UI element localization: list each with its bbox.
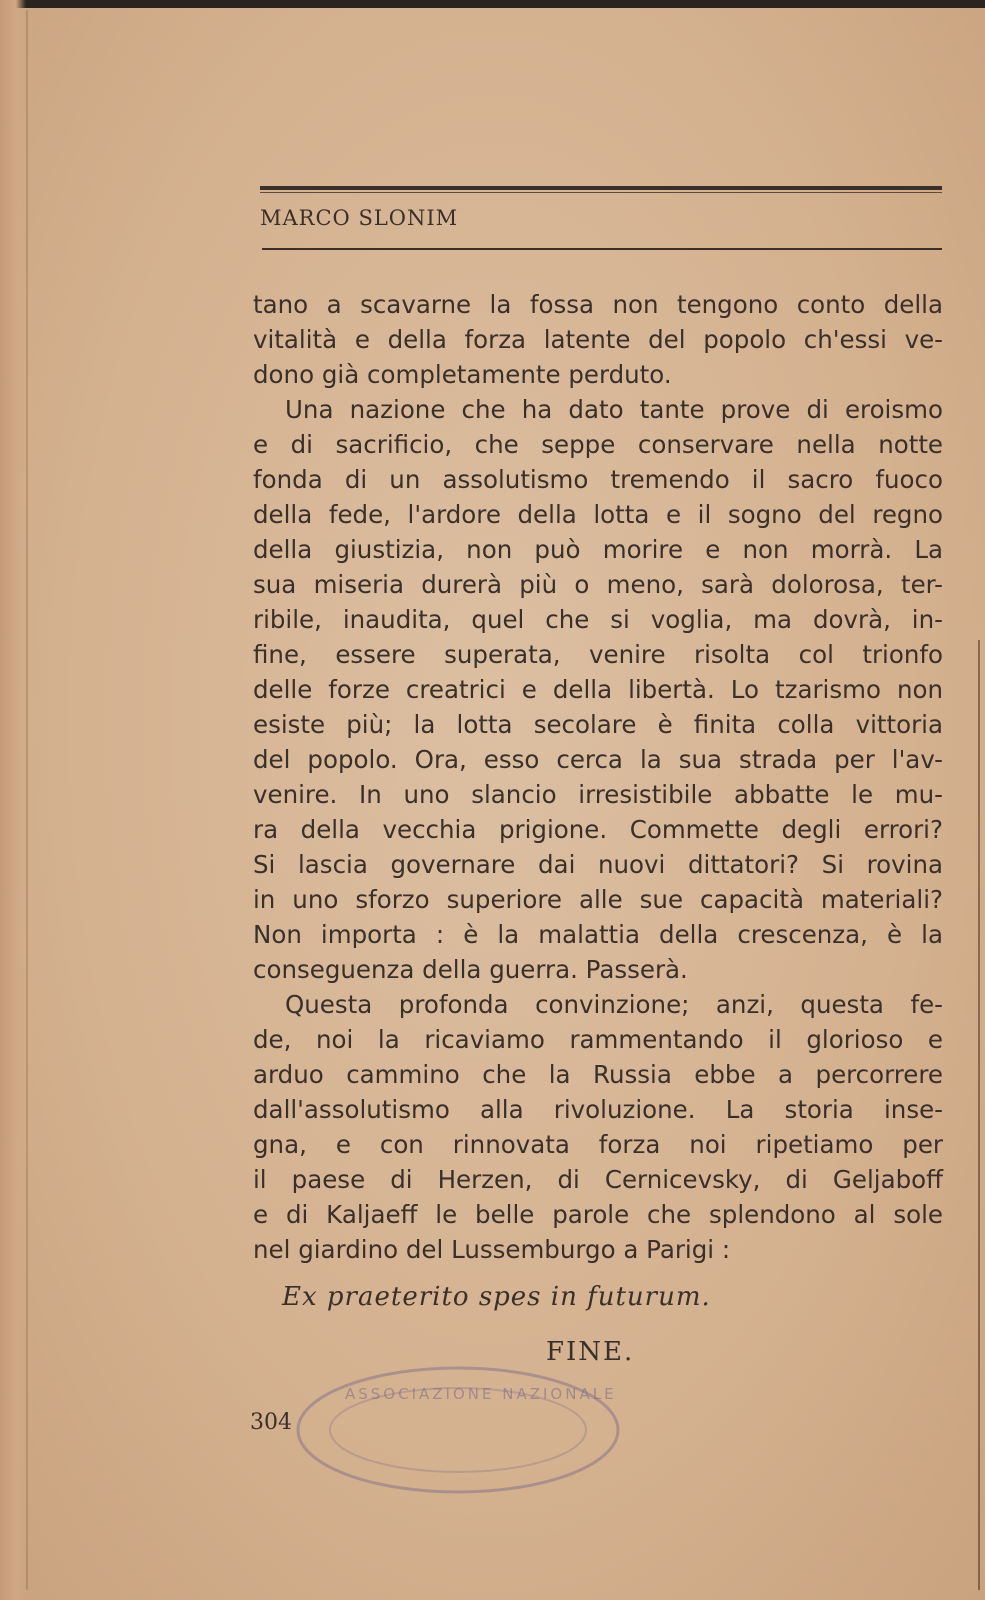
text-line: dall'assolutismo alla rivoluzione. La storia inse- [253, 1095, 943, 1124]
header-rule-thin [260, 192, 942, 193]
page-fold-line [26, 10, 28, 1590]
text-line: e di Kaljaeff le belle parole che splendono al sole [253, 1200, 943, 1229]
text-line: delle forze creatrici e della libertà. Lo tzarismo non [253, 675, 943, 704]
header-rule-thick [260, 186, 942, 190]
page-number: 304 [250, 1410, 292, 1435]
text-line: il paese di Herzen, di Cernicevsky, di Geljaboff [253, 1165, 943, 1194]
text-line: fine, essere superata, venire risolta col trionfo [253, 640, 943, 669]
text-line: nel giardino del Lussemburgo a Parigi : [253, 1235, 731, 1264]
text-line: ra della vecchia prigione. Commette degli errori? [253, 815, 943, 844]
text-line: Si lascia governare dai nuovi dittatori? Si rovina [253, 850, 943, 879]
text-line: Non importa : è la malattia della crescenza, è la [253, 920, 943, 949]
page-right-edge [978, 640, 980, 1590]
text-line: arduo cammino che la Russia ebbe a percorrere [253, 1060, 943, 1089]
text-line: Una nazione che ha dato tante prove di eroismo [285, 395, 943, 424]
text-line: tano a scavarne la fossa non tengono conto della [253, 290, 943, 319]
text-line: ribile, inaudita, quel che si voglia, ma dovrà, in- [253, 605, 943, 634]
running-header: MARCO SLONIM [260, 206, 459, 230]
text-line: gna, e con rinnovata forza noi ripetiamo per [253, 1130, 943, 1159]
text-line: esiste più; la lotta secolare è finita colla vittoria [253, 710, 943, 739]
end-mark: FINE. [546, 1337, 635, 1367]
text-line: del popolo. Ora, esso cerca la sua strada per l'av- [253, 745, 943, 774]
text-line: sua miseria durerà più o meno, sarà dolorosa, ter- [253, 570, 943, 599]
text-line: dono già completamente perduto. [253, 360, 672, 389]
text-line: e di sacrificio, che seppe conservare nella notte [253, 430, 943, 459]
text-line: vitalità e della forza latente del popolo ch'essi ve- [253, 325, 943, 354]
header-underline [262, 248, 942, 250]
text-line: Questa profonda convinzione; anzi, questa fe- [285, 990, 943, 1019]
text-line: de, noi la ricaviamo rammentando il glorioso e [253, 1025, 943, 1054]
library-stamp-icon [288, 1345, 648, 1505]
text-line: della fede, l'ardore della lotta e il sogno del regno [253, 500, 943, 529]
text-line: in uno sforzo superiore alle sue capacità materiali? [253, 885, 943, 914]
text-line: fonda di un assolutismo tremendo il sacro fuoco [253, 465, 943, 494]
scan-top-edge [0, 0, 985, 8]
page-binding-edge [0, 0, 26, 1600]
closing-motto: Ex praeterito spes in futurum. [282, 1282, 711, 1312]
text-line: della giustizia, non può morire e non morrà. La [253, 535, 943, 564]
text-line: venire. In uno slancio irresistibile abbatte le mu- [253, 780, 943, 809]
body-text [253, 287, 943, 1267]
stamp-text: ASSOCIAZIONE NAZIONALE [345, 1385, 617, 1403]
text-line: conseguenza della guerra. Passerà. [253, 955, 688, 984]
